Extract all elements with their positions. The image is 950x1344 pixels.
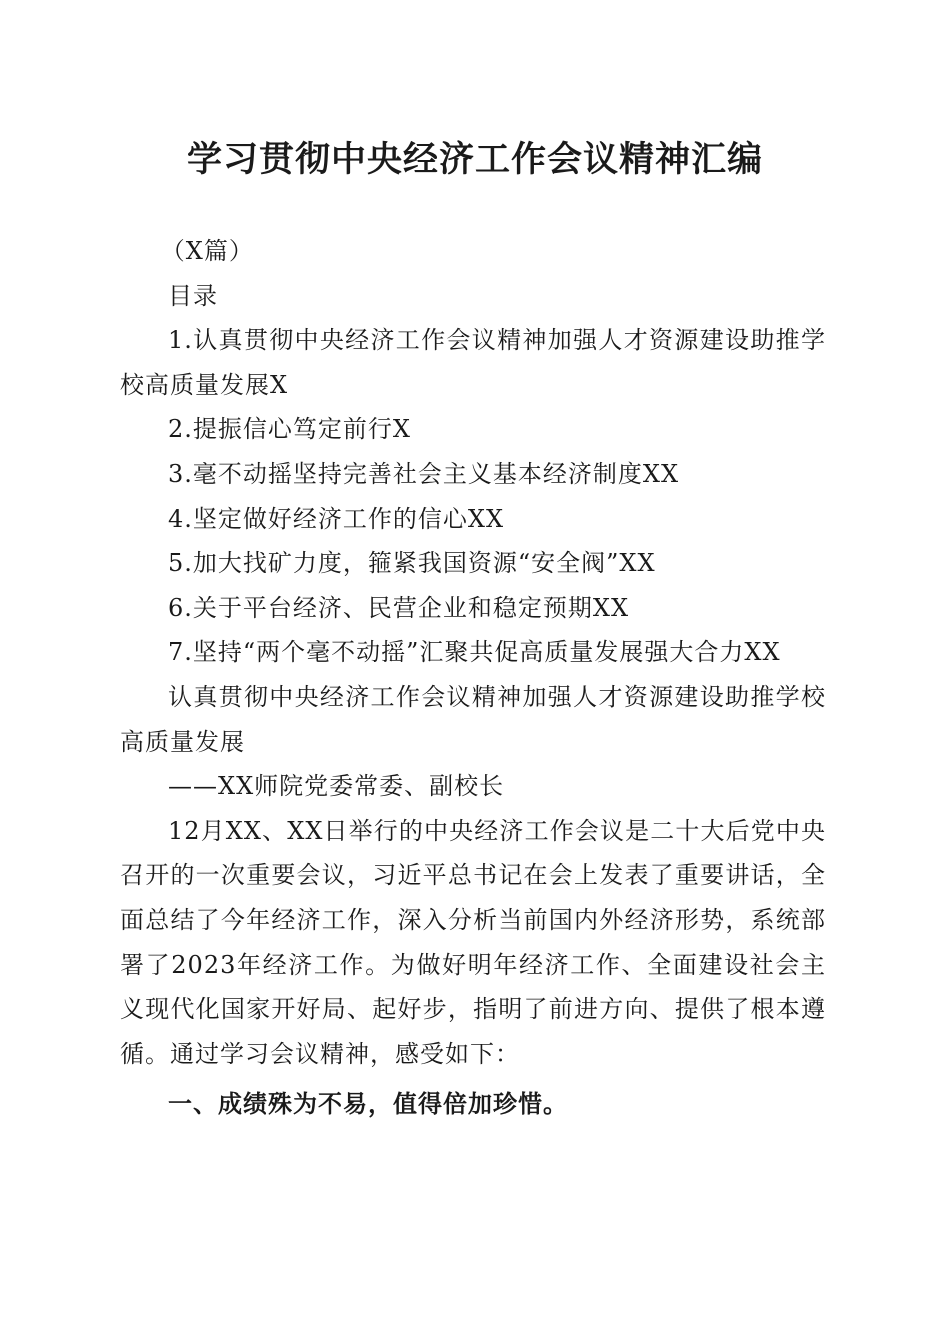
- toc-item-2[interactable]: 2.提振信心笃定前行X: [168, 415, 411, 444]
- document-title: 学习贯彻中央经济工作会议精神汇编: [186, 139, 763, 180]
- toc-label: 目录: [168, 281, 218, 310]
- toc-item-3[interactable]: 3.毫不动摇坚持完善社会主义基本经济制度XX: [168, 459, 680, 488]
- article-author: ——XX师院党委常委、副校长: [168, 772, 505, 801]
- toc-item-1[interactable]: 1.认真贯彻中央经济工作会议精神加强人才资源建设助推学校高质量发展X: [120, 326, 826, 399]
- article-paragraph: 12月XX、XX日举行的中央经济工作会议是二十大后党中央召开的一次重要会议，习近平总书记在会上发表了重要讲话，全面总结了今年经济工作，深入分析当前国内外经济形势，系统部署了2023年经济工作。为做好明年经济工作、全面建设社会主义现代化国家开好局、起好步，指明了前进方向、提供了根本遵循。通过学习会议精神，感受如下：: [120, 816, 826, 1068]
- article-title: 认真贯彻中央经济工作会议精神加强人才资源建设助推学校高质量发展: [120, 682, 826, 756]
- toc-item-5[interactable]: 5.加大找矿力度，箍紧我国资源“安全阀”XX: [168, 549, 656, 578]
- toc-item-6[interactable]: 6.关于平台经济、民营企业和稳定预期XX: [168, 593, 630, 622]
- section-heading: 一、成绩殊为不易，值得倍加珍惜。: [168, 1090, 568, 1119]
- toc-item-7[interactable]: 7.坚持“两个毫不动摇”汇聚共促高质量发展强大合力XX: [168, 638, 781, 667]
- toc-item-4[interactable]: 4.坚定做好经济工作的信心XX: [168, 504, 505, 533]
- document-body: [120, 229, 826, 1127]
- document-subtitle: （X篇）: [160, 237, 254, 265]
